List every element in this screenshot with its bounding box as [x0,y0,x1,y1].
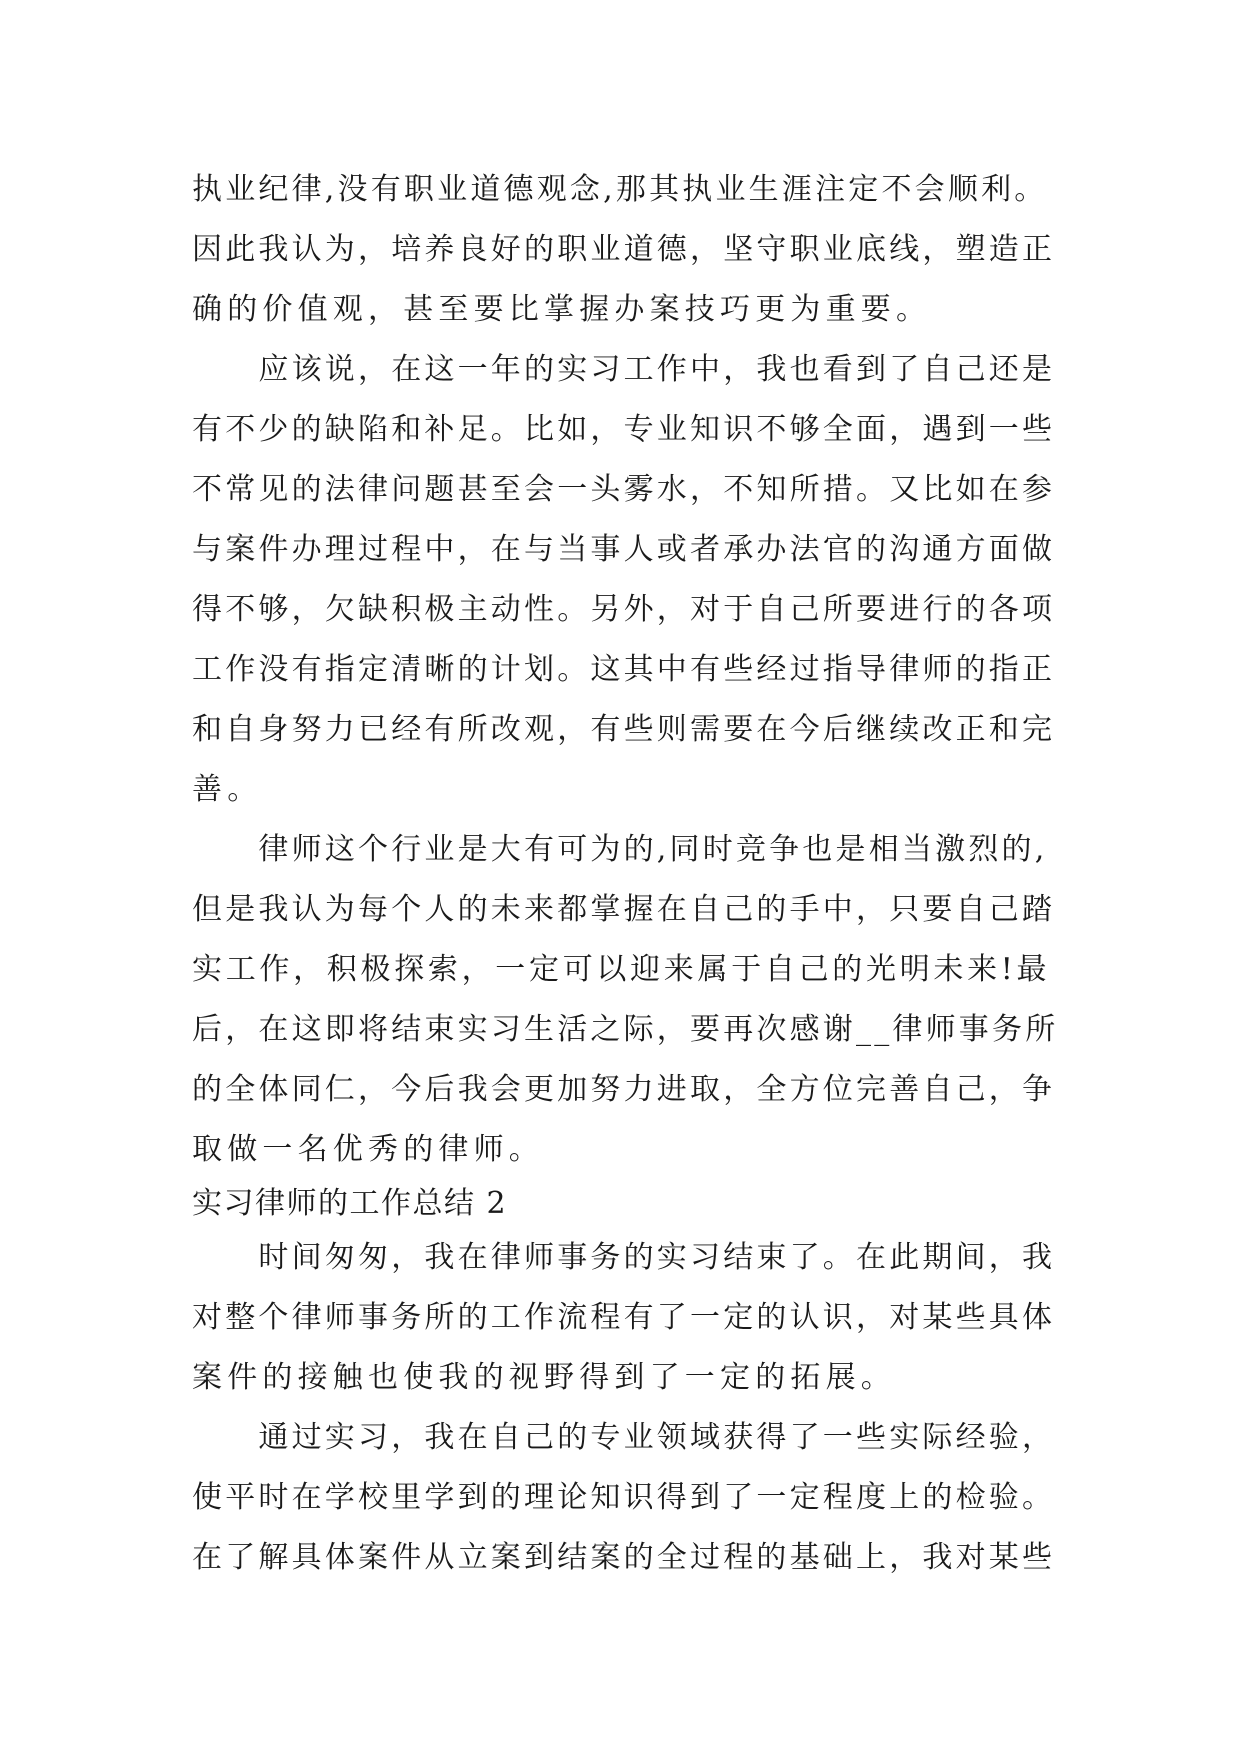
text-line: 但是我认为每个人的未来都掌握在自己的手中，只要自己踏 [192,892,1056,927]
text-line: 得不够，欠缺积极主动性。另外，对于自己所要进行的各项 [192,592,1056,627]
text-line: 后，在这即将结束实习生活之际，要再次感谢__律师事务所 [192,1012,1059,1047]
text-line: 对整个律师事务所的工作流程有了一定的认识，对某些具体 [192,1300,1056,1335]
text-line: 时间匆匆，我在律师事务的实习结束了。在此期间，我 [192,1240,1056,1275]
text-line: 确的价值观，甚至要比掌握办案技巧更为重要。 [192,292,932,327]
section-title: 实习律师的工作总结 2 [192,1186,508,1221]
text-line: 工作没有指定清晰的计划。这其中有些经过指导律师的指正 [192,652,1056,687]
text-line: 取做一名优秀的律师。 [192,1132,544,1167]
text-line: 善。 [192,772,263,807]
text-line: 不常见的法律问题甚至会一头雾水，不知所措。又比如在参 [192,472,1056,507]
text-line: 在了解具体案件从立案到结案的全过程的基础上，我对某些 [192,1540,1056,1575]
text-line: 因此我认为，培养良好的职业道德，坚守职业底线，塑造正 [192,232,1056,267]
text-line: 有不少的缺陷和补足。比如，专业知识不够全面，遇到一些 [192,412,1056,447]
document-page [192,160,1058,1588]
text-line: 和自身努力已经有所改观，有些则需要在今后继续改正和完 [192,712,1056,747]
text-line: 执业纪律,没有职业道德观念,那其执业生涯注定不会顺利。 [192,172,1048,207]
text-line: 实工作，积极探索，一定可以迎来属于自己的光明未来!最 [192,952,1051,987]
text-line: 通过实习，我在自己的专业领域获得了一些实际经验， [192,1420,1056,1455]
text-line: 律师这个行业是大有可为的,同时竞争也是相当激烈的, [192,832,1048,867]
text-line: 使平时在学校里学到的理论知识得到了一定程度上的检验。 [192,1480,1056,1515]
text-line: 与案件办理过程中，在与当事人或者承办法官的沟通方面做 [192,532,1056,567]
text-line: 应该说，在这一年的实习工作中，我也看到了自己还是 [192,352,1056,387]
text-line: 案件的接触也使我的视野得到了一定的拓展。 [192,1360,896,1395]
text-line: 的全体同仁，今后我会更加努力进取，全方位完善自己，争 [192,1072,1056,1107]
